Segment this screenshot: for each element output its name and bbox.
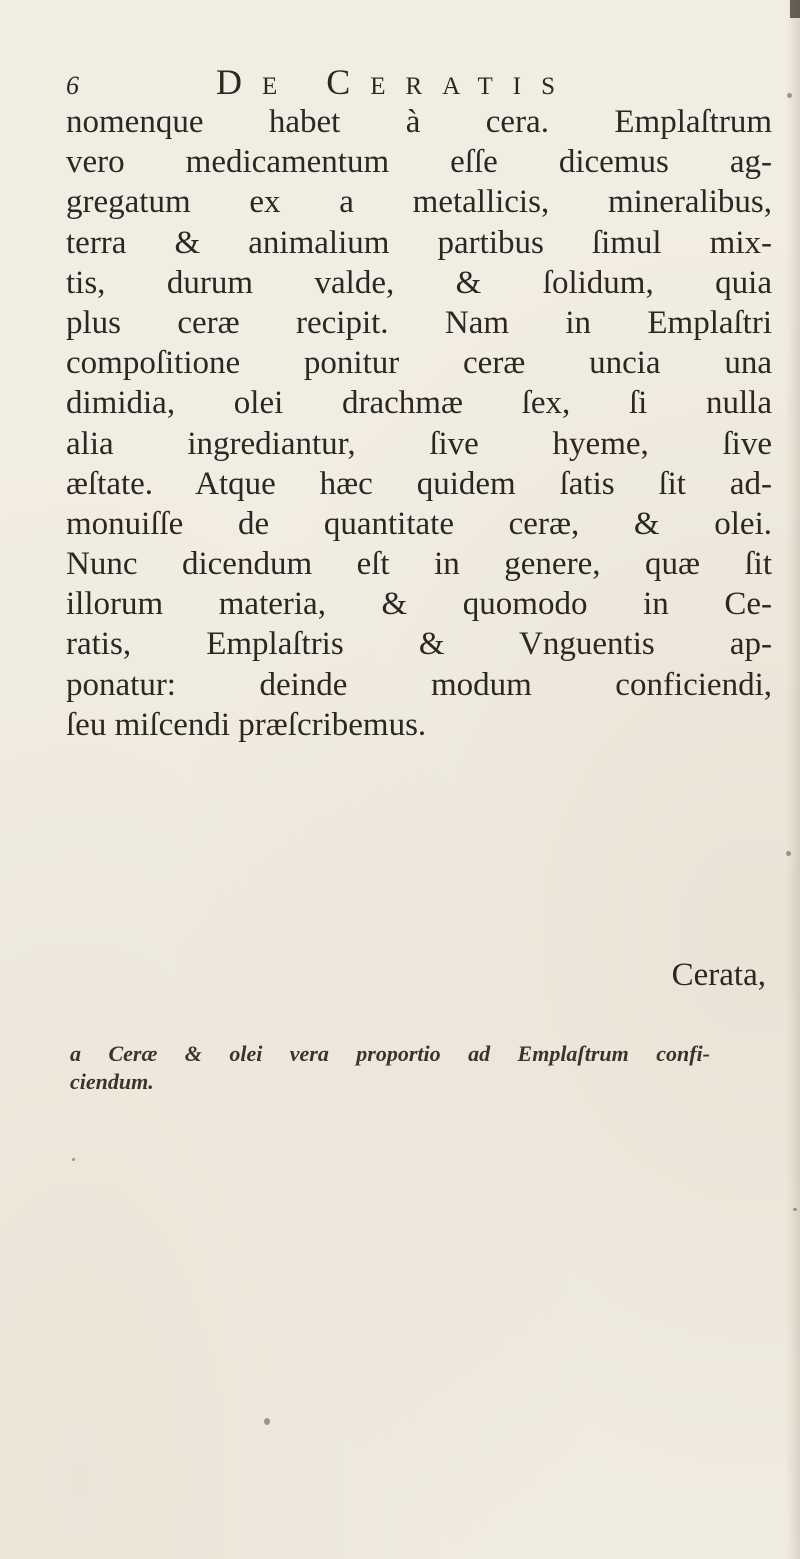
ink-speck bbox=[72, 1158, 75, 1161]
footnote bbox=[70, 1040, 710, 1096]
text-line: tis, durum valde, & ſolidum, quia bbox=[66, 264, 772, 301]
running-title: De Ceratis bbox=[216, 62, 576, 102]
footnote-line: ciendum. bbox=[70, 1069, 154, 1094]
catchword: Cerata, bbox=[671, 957, 766, 993]
body-text bbox=[66, 102, 772, 745]
text-line: dimidia, olei drachmæ ſex, ſi nulla bbox=[66, 385, 772, 422]
footnote-line: a Ceræ & olei vera proportio ad Emplaſtrum confi- bbox=[70, 1041, 710, 1066]
text-line: terra & animalium partibus ſimul mix- bbox=[66, 224, 772, 261]
text-line: monuiſſe de quantitate ceræ, & olei. bbox=[66, 505, 772, 542]
text-line: ponatur: deinde modum conficiendi, bbox=[66, 666, 772, 703]
text-line: compoſitione ponitur ceræ uncia una bbox=[66, 345, 772, 382]
text-line: vero medicamentum eſſe dicemus ag- bbox=[66, 144, 772, 181]
text-line: æſtate. Atque hæc quidem ſatis ſit ad- bbox=[66, 465, 772, 502]
text-line: Nunc dicendum eſt in genere, quæ ſit bbox=[66, 546, 772, 583]
text-line last-line: ſeu miſcendi præſcribemus. bbox=[66, 706, 427, 743]
ink-speck bbox=[786, 851, 791, 856]
text-line: plus ceræ recipit. Nam in Emplaſtri bbox=[66, 304, 772, 341]
text-line: gregatum ex a metallicis, mineralibus, bbox=[66, 184, 772, 221]
text-line: nomenque habet à cera. Emplaſtrum bbox=[66, 104, 772, 140]
text-line: alia ingrediantur, ſive hyeme, ſive bbox=[66, 425, 772, 462]
page-number: 6 bbox=[66, 71, 79, 100]
text-line: illorum materia, & quomodo in Ce- bbox=[66, 586, 772, 623]
ink-speck bbox=[787, 93, 792, 98]
corner-tear-mark bbox=[790, 0, 800, 18]
ink-speck bbox=[264, 1418, 270, 1425]
running-head bbox=[66, 62, 686, 102]
ink-speck bbox=[793, 1208, 797, 1211]
page-edge-shadow bbox=[786, 0, 800, 1559]
text-line: ratis, Emplaſtris & Vnguentis ap- bbox=[66, 626, 772, 663]
